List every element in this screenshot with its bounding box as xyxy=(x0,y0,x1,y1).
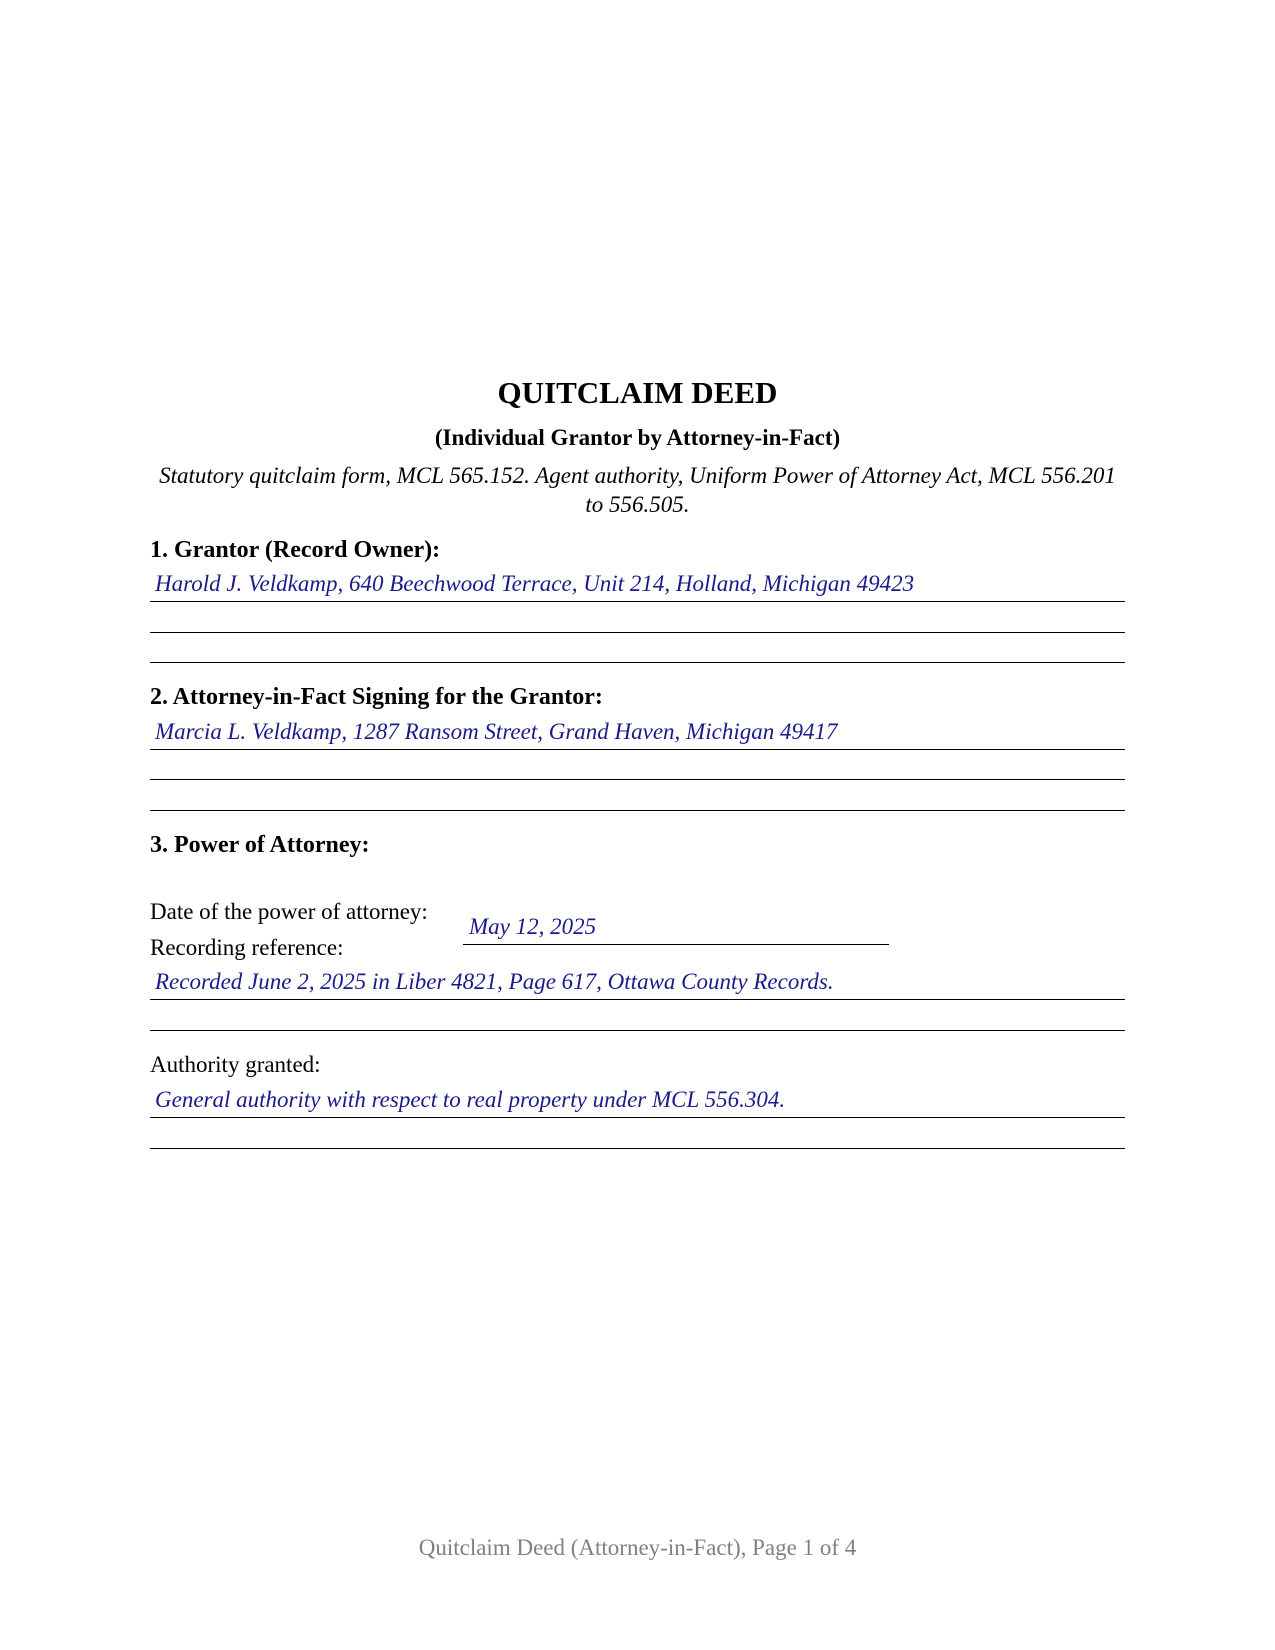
attorney-in-fact-line-2 xyxy=(150,779,1125,780)
recording-reference-line-2 xyxy=(150,1030,1125,1031)
document-subtitle: (Individual Grantor by Attorney-in-Fact) xyxy=(434,425,841,450)
attorney-in-fact-line-1 xyxy=(150,749,1125,750)
grantor-field[interactable]: Harold J. Veldkamp, 640 Beechwood Terrace, Unit 214, Holland, Michigan 49423 xyxy=(155,571,915,596)
authority-granted-line-1 xyxy=(150,1117,1125,1118)
power-of-attorney-heading: 3. Power of Attorney: xyxy=(150,832,370,858)
poa-date-label: Date of the power of attorney: xyxy=(150,899,428,924)
recording-reference-line-1 xyxy=(150,999,1125,1000)
attorney-in-fact-heading: 2. Attorney-in-Fact Signing for the Grantor: xyxy=(150,684,603,710)
authority-granted-field[interactable]: General authority with respect to real property under MCL 556.304. xyxy=(155,1087,786,1112)
grantor-line-1 xyxy=(150,601,1125,602)
authority-granted-label: Authority granted: xyxy=(150,1052,321,1077)
recording-reference-label: Recording reference: xyxy=(150,935,344,960)
grantor-line-2 xyxy=(150,632,1125,633)
recording-reference-field[interactable]: Recorded June 2, 2025 in Liber 4821, Page 617, Ottawa County Records. xyxy=(155,969,834,994)
poa-date-field[interactable] xyxy=(463,912,889,945)
statute-note: Statutory quitclaim form, MCL 565.152. Agent authority, Uniform Power of Attorney Act, MCL 556.201 to 556.505. xyxy=(159,463,1116,517)
attorney-in-fact-line-3 xyxy=(150,810,1125,811)
grantor-line-3 xyxy=(150,662,1125,663)
attorney-in-fact-field[interactable]: Marcia L. Veldkamp, 1287 Ransom Street, Grand Haven, Michigan 49417 xyxy=(155,719,838,744)
page-footer: Quitclaim Deed (Attorney-in-Fact), Page 1 of 4 xyxy=(418,1535,857,1560)
authority-granted-line-2 xyxy=(150,1148,1125,1149)
document-title: QUITCLAIM DEED xyxy=(497,375,778,410)
poa-date-value: May 12, 2025 xyxy=(469,914,597,939)
grantor-heading: 1. Grantor (Record Owner): xyxy=(150,537,441,563)
